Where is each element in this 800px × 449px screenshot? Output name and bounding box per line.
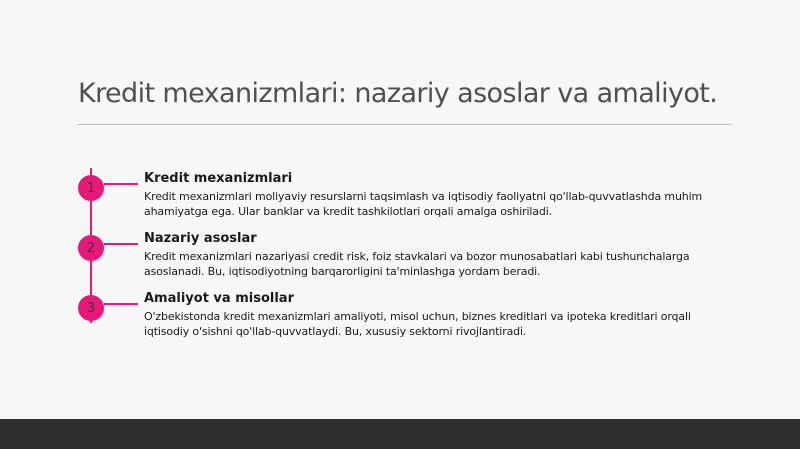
timeline-connector-1 <box>104 183 138 185</box>
timeline-item-text: Kredit mexanizmlari moliyaviy resurslarni taqsimlash va iqtisodiy faoliyatni qo'llab-quvvatlashda muhim ahamiyatga ega. Ular banklar va kredit tashkilotlari orqali amalga oshiriladi. <box>144 190 703 218</box>
timeline-item-text: Kredit mexanizmlari nazariyasi credit risk, foiz stavkalari va bozor munosabatlari kabi tushunchalarga asoslanadi. Bu, iqtisodiyotning barqarorligini ta'minlashga yordam beradi. <box>144 250 690 278</box>
slide-title: Kredit mexanizmlari: nazariy asoslar va amaliyot. <box>78 78 718 109</box>
timeline-marker-3: 3 <box>78 295 104 321</box>
timeline-item-text: O'zbekistonda kredit mexanizmlari amaliyoti, misol uchun, biznes kreditlari va ipoteka kreditlari orqali iqtisodiy o'sishni qo'llab-quvvatlaydi. Bu, xususiy sektorni rivojlantiradi. <box>144 310 691 338</box>
timeline-item-2 <box>144 231 734 279</box>
timeline-connector-2 <box>104 243 138 245</box>
timeline-item-heading: Kredit mexanizmlari <box>144 171 293 186</box>
bottom-bar <box>0 419 800 449</box>
timeline-marker-2: 2 <box>78 235 104 261</box>
timeline-item-3 <box>144 291 734 339</box>
timeline-connector-3 <box>104 303 138 305</box>
timeline-marker-1: 1 <box>78 175 104 201</box>
title-divider <box>78 124 732 125</box>
timeline-item-1 <box>144 171 734 219</box>
timeline-item-heading: Nazariy asoslar <box>144 231 257 246</box>
timeline-item-heading: Amaliyot va misollar <box>144 291 294 306</box>
